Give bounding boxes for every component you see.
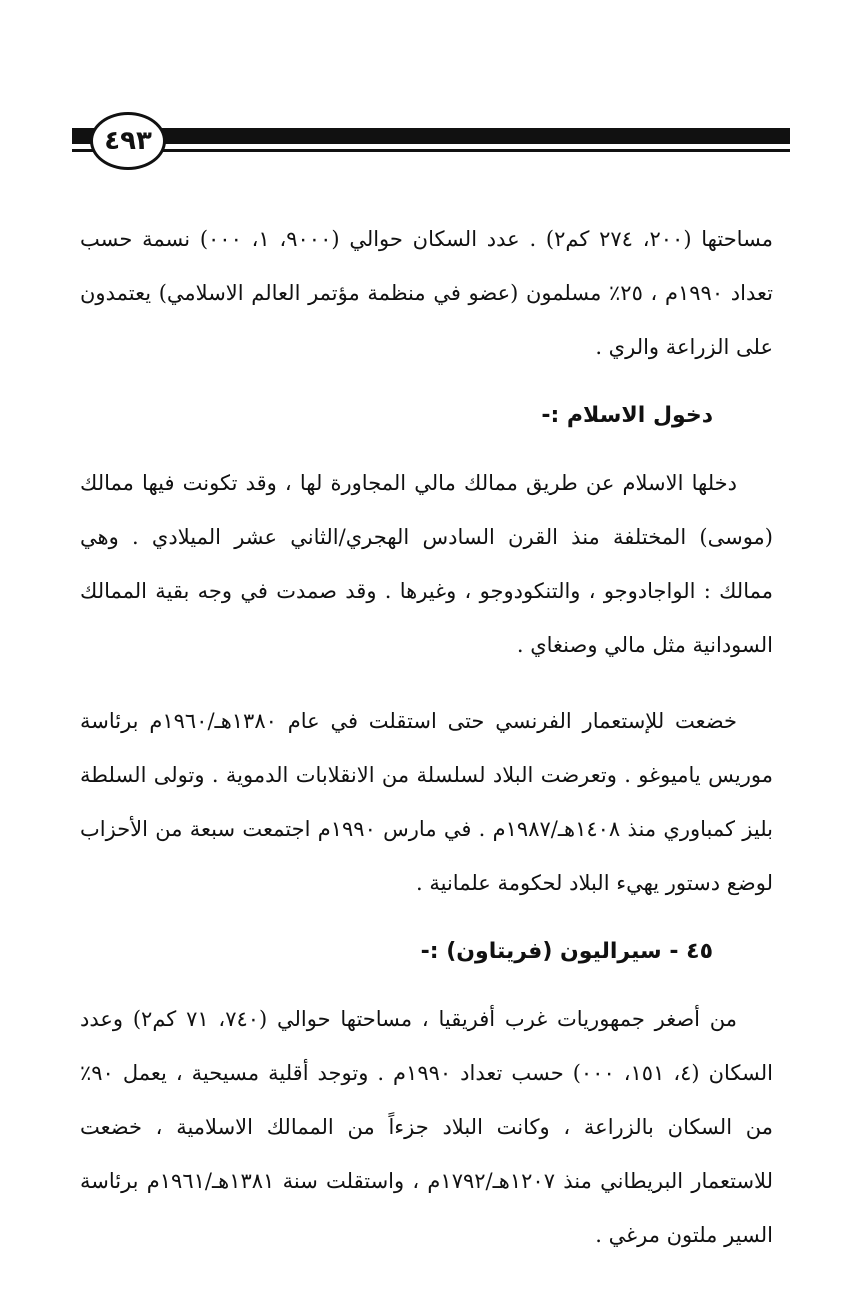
header-thick-line	[72, 128, 790, 144]
paragraph-colonial-history: خضعت للإستعمار الفرنسي حتى استقلت في عام ١٣٨٠هـ/١٩٦٠م برئاسة موريس ياميوغو . وتعرضت البلاد لسلسلة من الانقلابات الدموية . وتولى السلطة بليز كمباوري منذ ١٤٠٨هـ/١٩٨٧م . في مارس ١٩٩٠م اجتمعت سبعة من الأحزاب لوضع دستور يهيء البلاد لحكومة علمانية .	[80, 709, 773, 895]
page-number-badge	[90, 112, 166, 170]
paragraph-area-population: مساحتها (٢٠٠، ٢٧٤ كم٢) . عدد السكان حوالي (٩٠٠٠، ١، ٠٠٠) نسمة حسب تعداد ١٩٩٠م ، ٢٥٪ مسلمون (عضو في منظمة مؤتمر العالم الاسلامي) يعتمدون على الزراعة والري .	[80, 227, 774, 359]
paragraph-islam-history: دخلها الاسلام عن طريق ممالك مالي المجاورة لها ، وقد تكونت فيها ممالك (موسى) المختلفة منذ القرن السادس الهجري/الثاني عشر الميلادي . وهي ممالك : الواجادوجو ، والتنكودوجو ، وغيرها . وقد صمدت في وجه بقية الممالك السودانية مثل مالي وصنغاي .	[80, 471, 773, 657]
paragraph-sierra-leone: من أصغر جمهوريات غرب أفريقيا ، مساحتها حوالي (٧٤٠، ٧١ كم٢) وعدد السكان (٤، ١٥١، ٠٠٠) حسب تعداد ١٩٩٠م . وتوجد أقلية مسيحية ، يعمل ٩٠٪ من السكان بالزراعة ، وكانت البلاد جزءاً من الممالك الاسلامية ، خضعت للاستعمار البريطاني منذ ١٢٠٧هـ/١٧٩٢م ، واستقلت سنة ١٣٨١هـ/١٩٦١م برئاسة السير ملتون مرغي .	[80, 1007, 773, 1247]
page-number: ٤٩٣	[104, 126, 152, 156]
header-thin-line	[72, 149, 790, 152]
page-body	[80, 212, 773, 1262]
header-rule	[72, 128, 790, 156]
section-heading-sierra-leone: ٤٥ - سيراليون (فريتاون) :-	[420, 939, 713, 964]
section-heading-islam-entry: دخول الاسلام :-	[541, 403, 713, 428]
